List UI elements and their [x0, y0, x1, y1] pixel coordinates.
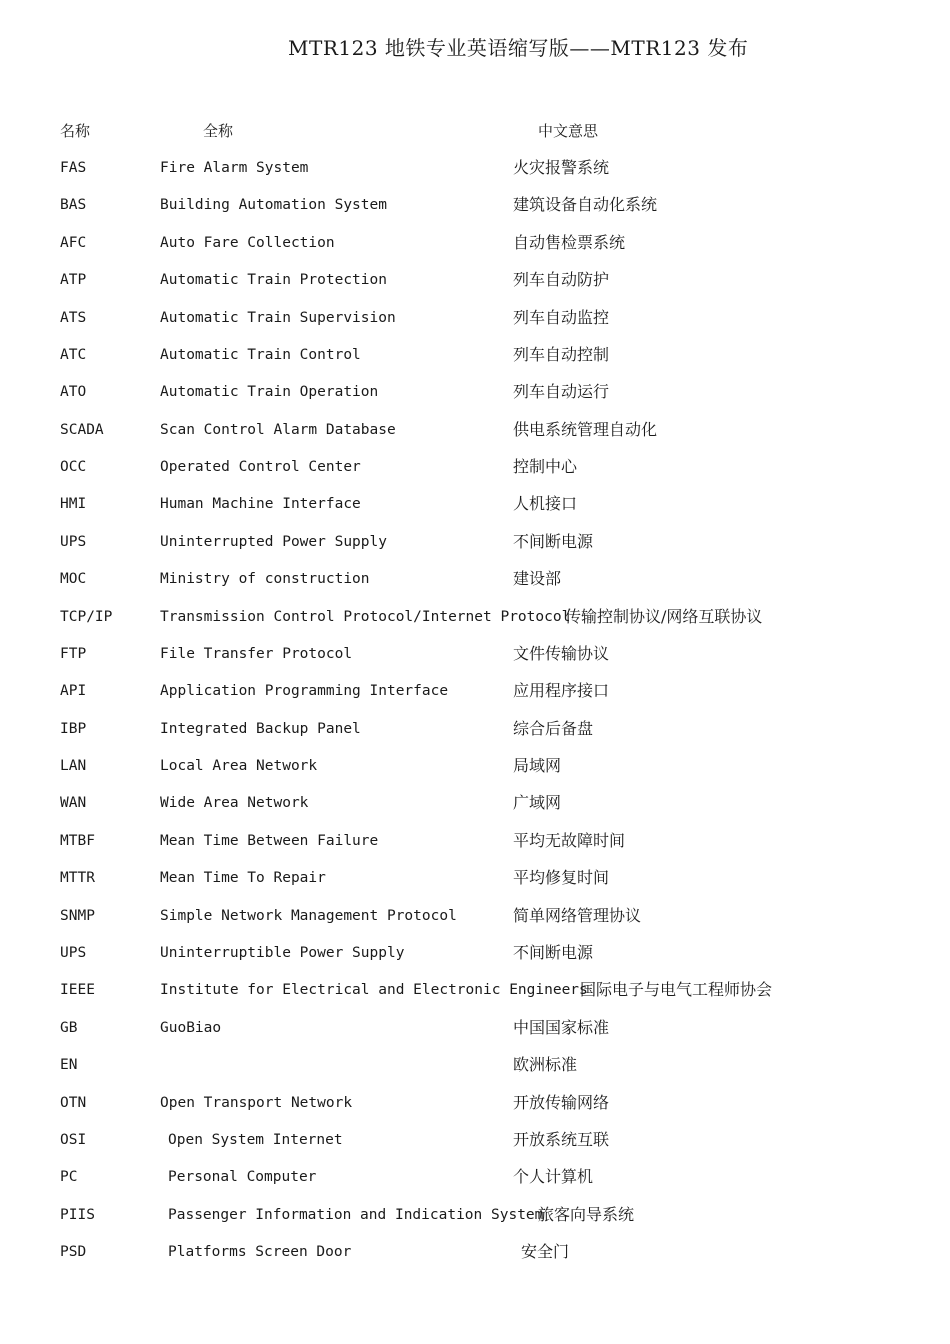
table-row — [0, 868, 950, 905]
abbr-cell: SNMP — [60, 907, 95, 924]
full-name-cell: Open System Internet — [168, 1131, 343, 1148]
chinese-meaning-cell: 人机接口 — [513, 494, 578, 514]
header-cn: 中文意思 — [538, 122, 599, 140]
chinese-meaning-cell: 建设部 — [513, 569, 562, 589]
chinese-meaning-cell: 供电系统管理自动化 — [513, 419, 658, 439]
chinese-meaning-cell: 广域网 — [513, 793, 562, 813]
full-name-cell: Human Machine Interface — [160, 496, 361, 513]
full-name-cell: Application Programming Interface — [160, 683, 449, 700]
table-row — [0, 1130, 950, 1167]
table-row — [0, 1093, 950, 1130]
chinese-meaning-cell: 简单网络管理协议 — [513, 905, 642, 925]
table-row — [0, 382, 950, 419]
table-row — [0, 1018, 950, 1055]
table-row — [0, 270, 950, 307]
chinese-meaning-cell: 列车自动监控 — [513, 307, 610, 327]
full-name-cell: Operated Control Center — [160, 459, 361, 476]
header-full: 全称 — [203, 122, 234, 140]
abbr-cell: UPS — [60, 533, 87, 550]
full-name-cell: Mean Time To Repair — [160, 870, 326, 887]
chinese-meaning-cell: 文件传输协议 — [513, 643, 610, 663]
chinese-meaning-cell: 平均无故障时间 — [513, 830, 626, 850]
chinese-meaning-cell: 局域网 — [513, 756, 562, 776]
table-row — [0, 681, 950, 718]
abbr-cell: IEEE — [60, 982, 95, 999]
abbr-cell: HMI — [60, 496, 87, 513]
full-name-cell: Passenger Information and Indication System — [168, 1206, 544, 1223]
abbr-cell: API — [60, 683, 87, 700]
table-row — [0, 532, 950, 569]
abbr-cell: LAN — [60, 758, 87, 775]
full-name-cell: GuoBiao — [160, 1019, 222, 1036]
chinese-meaning-cell: 国际电子与电气工程师协会 — [580, 980, 773, 1000]
abbr-cell: OCC — [60, 459, 87, 476]
chinese-meaning-cell: 开放传输网络 — [513, 1092, 610, 1112]
abbr-cell: FAS — [60, 160, 87, 176]
full-name-cell: Transmission Control Protocol/Internet Protocol — [160, 608, 571, 625]
abbr-cell: OSI — [60, 1131, 87, 1148]
abbr-cell: WAN — [60, 795, 87, 812]
chinese-meaning-cell: 控制中心 — [513, 457, 578, 477]
table-row — [0, 494, 950, 531]
table-row — [0, 719, 950, 756]
abbr-cell: MTTR — [60, 870, 95, 887]
full-name-cell: Platforms Screen Door — [168, 1244, 352, 1261]
abbr-cell: FTP — [60, 645, 87, 662]
table-row — [0, 1205, 950, 1242]
abbr-cell: IBP — [60, 720, 87, 737]
abbr-cell: AFC — [60, 234, 87, 251]
full-name-cell: Uninterrupted Power Supply — [160, 533, 387, 550]
table-row — [0, 607, 950, 644]
abbr-cell: GB — [60, 1019, 78, 1036]
chinese-meaning-cell: 综合后备盘 — [513, 718, 594, 738]
table-row — [0, 233, 950, 270]
chinese-meaning-cell: 中国国家标准 — [513, 1017, 610, 1037]
chinese-meaning-cell: 旅客向导系统 — [538, 1204, 635, 1224]
full-name-cell: Simple Network Management Protocol — [160, 907, 457, 924]
table-row — [0, 1055, 950, 1092]
full-name-cell: Ministry of construction — [160, 571, 370, 588]
chinese-meaning-cell: 列车自动防护 — [513, 270, 610, 290]
chinese-meaning-cell: 平均修复时间 — [513, 868, 610, 888]
full-name-cell: Automatic Train Control — [160, 346, 361, 363]
chinese-meaning-cell: 传输控制协议/网络互联协议 — [565, 606, 763, 626]
chinese-meaning-cell: 个人计算机 — [513, 1167, 594, 1187]
abbr-cell: ATP — [60, 272, 87, 289]
abbr-cell: PIIS — [60, 1206, 95, 1223]
page-title: MTR123 地铁专业英语缩写版——MTR123 发布 — [288, 36, 749, 60]
full-name-cell: Uninterruptible Power Supply — [160, 944, 405, 961]
table-row — [0, 756, 950, 793]
abbr-cell: SCADA — [60, 421, 104, 438]
chinese-meaning-cell: 火灾报警系统 — [513, 158, 610, 177]
full-name-cell: Building Automation System — [160, 197, 387, 214]
table-row — [0, 457, 950, 494]
chinese-meaning-cell: 不间断电源 — [513, 531, 594, 551]
table-row — [0, 345, 950, 382]
chinese-meaning-cell: 列车自动控制 — [513, 344, 610, 364]
table-row — [0, 906, 950, 943]
full-name-cell: Scan Control Alarm Database — [160, 421, 396, 438]
chinese-meaning-cell: 列车自动运行 — [513, 382, 610, 402]
abbr-cell: PC — [60, 1169, 78, 1186]
chinese-meaning-cell: 开放系统互联 — [513, 1129, 610, 1149]
table-row — [0, 1167, 950, 1204]
abbr-cell: ATC — [60, 346, 87, 363]
table-row — [0, 158, 950, 195]
table-row — [0, 195, 950, 232]
abbr-cell: BAS — [60, 197, 87, 214]
table-row — [0, 1242, 950, 1279]
full-name-cell: Automatic Train Protection — [160, 272, 387, 289]
full-name-cell: Open Transport Network — [160, 1094, 353, 1111]
full-name-cell: Automatic Train Supervision — [160, 309, 396, 326]
abbr-cell: MOC — [60, 571, 87, 588]
chinese-meaning-cell: 应用程序接口 — [513, 681, 610, 701]
chinese-meaning-cell: 自动售检票系统 — [513, 232, 626, 252]
abbr-cell: MTBF — [60, 832, 95, 849]
abbr-cell: OTN — [60, 1094, 87, 1111]
abbr-cell: TCP/IP — [60, 608, 113, 625]
chinese-meaning-cell: 建筑设备自动化系统 — [513, 195, 658, 215]
full-name-cell: Local Area Network — [160, 758, 318, 775]
abbr-cell: ATO — [60, 384, 87, 401]
table-row — [0, 943, 950, 980]
table-row — [0, 793, 950, 830]
full-name-cell: Personal Computer — [168, 1169, 317, 1186]
full-name-cell: File Transfer Protocol — [160, 645, 353, 662]
abbr-cell: UPS — [60, 944, 87, 961]
table-row — [0, 569, 950, 606]
table-row — [0, 308, 950, 345]
full-name-cell: Auto Fare Collection — [160, 234, 335, 251]
full-name-cell: Automatic Train Operation — [160, 384, 379, 401]
table-row — [0, 831, 950, 868]
abbr-cell: PSD — [60, 1244, 87, 1261]
header-abbr: 名称 — [60, 122, 91, 140]
table-row — [0, 644, 950, 681]
full-name-cell: Wide Area Network — [160, 795, 309, 812]
full-name-cell: Fire Alarm System — [160, 160, 309, 176]
chinese-meaning-cell: 不间断电源 — [513, 942, 594, 962]
full-name-cell: Integrated Backup Panel — [160, 720, 361, 737]
full-name-cell: Institute for Electrical and Electronic Engineers — [160, 982, 588, 999]
abbr-cell: EN — [60, 1057, 78, 1074]
full-name-cell: Mean Time Between Failure — [160, 832, 379, 849]
table-row — [0, 980, 950, 1017]
abbr-cell: ATS — [60, 309, 87, 326]
chinese-meaning-cell: 欧洲标准 — [513, 1055, 578, 1075]
chinese-meaning-cell: 安全门 — [521, 1242, 570, 1262]
table-row — [0, 420, 950, 457]
